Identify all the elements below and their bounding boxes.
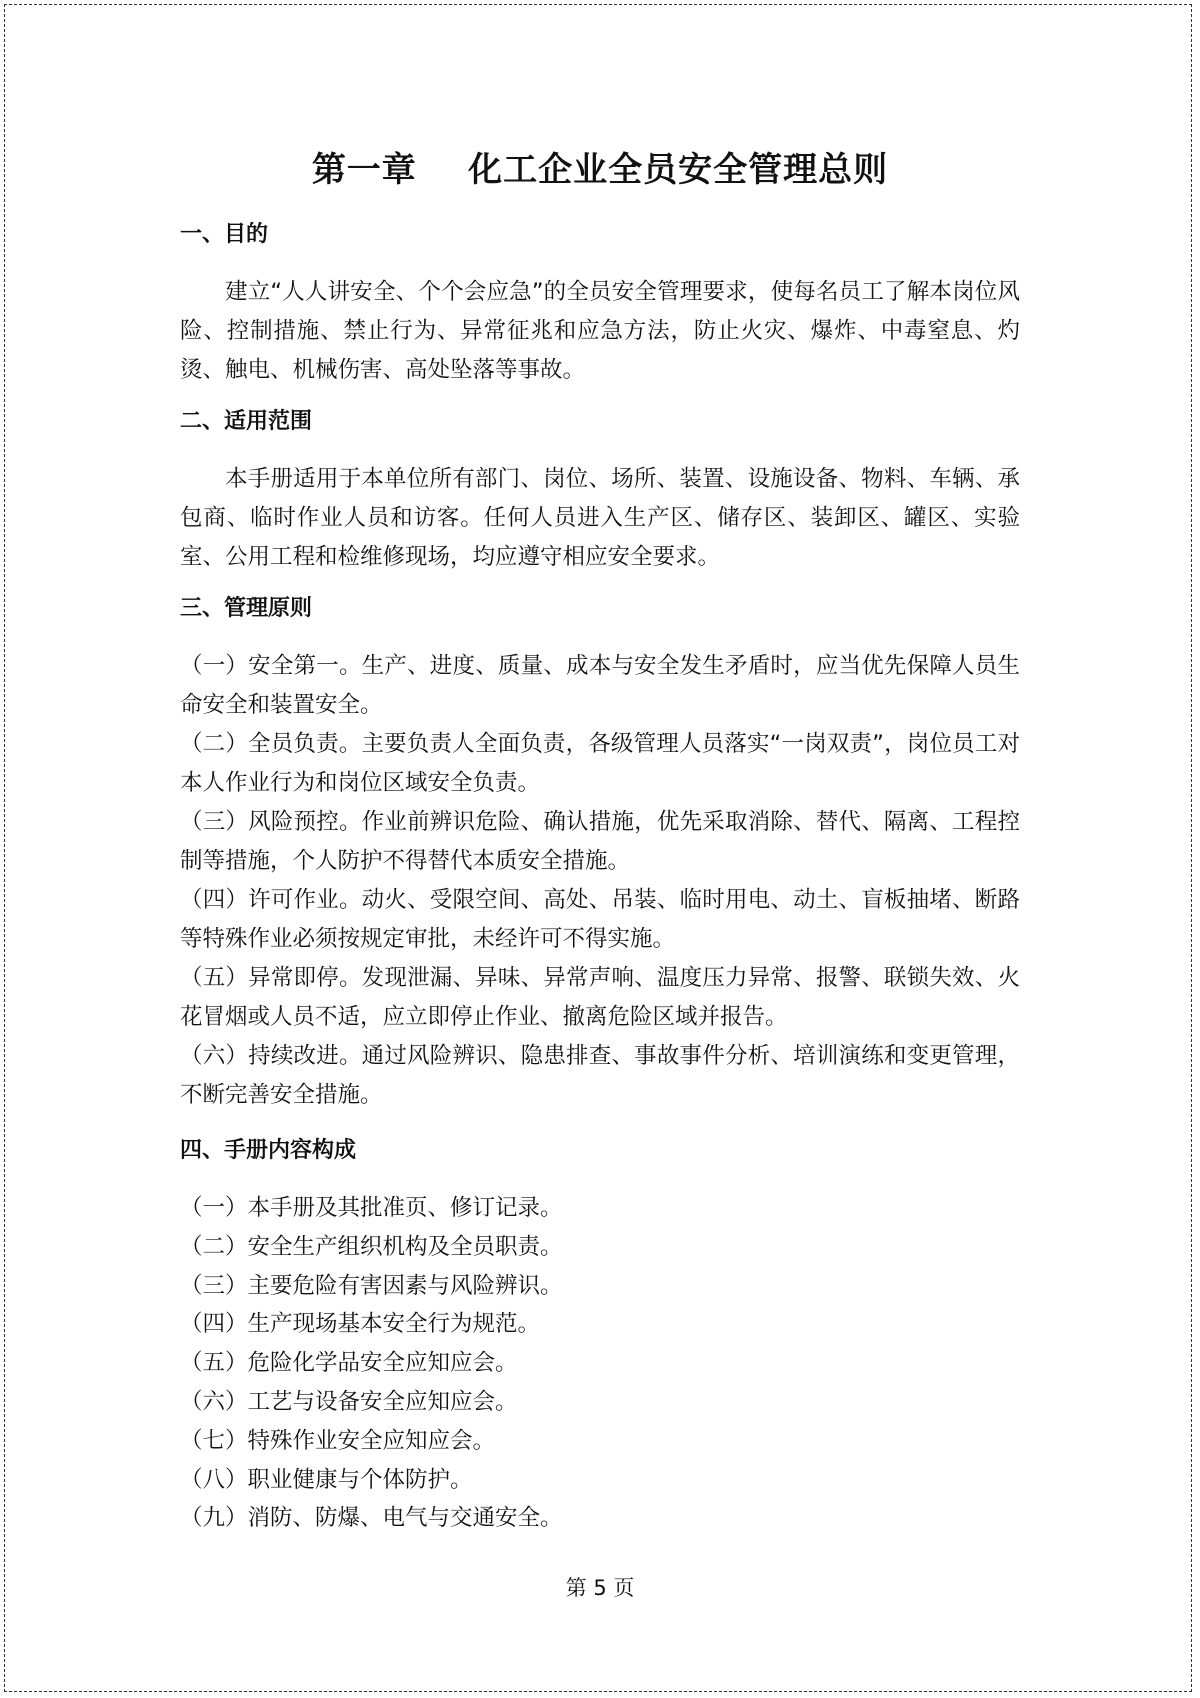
list-item [180, 881, 1020, 959]
item-number: （二） [180, 1233, 248, 1260]
item-number: （二） [180, 731, 249, 757]
item-text: 风险预控。作业前辨识危险、确认措施，优先采取消除、替代、隔离、工程控制等措施，个人防护不得替代本质安全措施。 [180, 809, 1020, 874]
item-text: 安全第一。生产、进度、质量、成本与安全发生矛盾时，应当优先保障人员生命安全和装置安全。 [180, 653, 1020, 718]
list-item [180, 1267, 1020, 1306]
list-item [180, 1461, 1020, 1500]
list-item [180, 1422, 1020, 1461]
list-item [180, 803, 1020, 881]
chapter-title: 第一章 化工企业全员安全管理总则 [311, 150, 889, 190]
item-text: 工艺与设备安全应知应会。 [247, 1388, 518, 1415]
item-number: （五） [180, 1350, 248, 1377]
section-heading-scope: 二、适用范围 [180, 409, 313, 434]
list-item [180, 1037, 1020, 1115]
list-item [180, 1499, 1020, 1538]
list-item [180, 1383, 1020, 1422]
item-text: 异常即停。发现泄漏、异味、异常声响、温度压力异常、报警、联锁失效、火花冒烟或人员不适，应立即停止作业、撤离危险区域并报告。 [180, 965, 1020, 1030]
contents-list [180, 1189, 1020, 1538]
item-number: （九） [180, 1505, 248, 1532]
document-body [180, 130, 1020, 1560]
item-text: 特殊作业安全应知应会。 [247, 1427, 496, 1454]
item-text: 安全生产组织机构及全员职责。 [247, 1233, 563, 1260]
item-text: 危险化学品安全应知应会。 [247, 1350, 518, 1377]
section-heading-principles: 三、管理原则 [180, 596, 313, 621]
list-item [180, 1228, 1020, 1267]
section-heading-contents: 四、手册内容构成 [180, 1138, 357, 1163]
item-text: 本手册及其批准页、修订记录。 [247, 1195, 563, 1221]
item-number: （三） [180, 809, 249, 835]
purpose-paragraph: 建立“人人讲安全、个个会应急”的全员安全管理要求，使每名员工了解本岗位风险、控制措施、禁止行为、异常征兆和应急方法，防止火灾、爆炸、中毒窒息、灼烫、触电、机械伤害、高处坠落等事故。 [180, 279, 1020, 383]
list-item [180, 1305, 1020, 1344]
list-item [180, 725, 1020, 803]
item-text: 全员负责。主要负责人全面负责，各级管理人员落实“一岗双责”，岗位员工对本人作业行为和岗位区域安全负责。 [180, 731, 1020, 796]
list-item [180, 647, 1020, 725]
item-number: （四） [180, 887, 249, 913]
item-text: 持续改进。通过风险辨识、隐患排查、事故事件分析、培训演练和变更管理，不断完善安全措施。 [180, 1043, 1020, 1108]
item-text: 许可作业。动火、受限空间、高处、吊装、临时用电、动土、盲板抽堵、断路等特殊作业必须按规定审批，未经许可不得实施。 [180, 887, 1020, 952]
page-number: 第 5 页 [565, 1576, 635, 1600]
item-text: 主要危险有害因素与风险辨识。 [247, 1272, 563, 1299]
item-number: （七） [180, 1427, 248, 1454]
section-heading-purpose: 一、目的 [180, 222, 269, 247]
item-number: （八） [180, 1466, 248, 1493]
item-text: 生产现场基本安全行为规范。 [247, 1311, 541, 1338]
list-item [180, 959, 1020, 1037]
item-number: （六） [180, 1388, 248, 1415]
item-number: （三） [180, 1272, 248, 1299]
list-item [180, 1189, 1020, 1228]
item-number: （四） [180, 1311, 248, 1338]
principles-list [180, 647, 1020, 1115]
item-number: （六） [180, 1043, 249, 1069]
item-number: （一） [180, 1195, 248, 1221]
item-text: 消防、防爆、电气与交通安全。 [247, 1505, 563, 1532]
scope-paragraph: 本手册适用于本单位所有部门、岗位、场所、装置、设施设备、物料、车辆、承包商、临时作业人员和访客。任何人员进入生产区、储存区、装卸区、罐区、实验室、公用工程和检维修现场，均应遵守相应安全要求。 [180, 466, 1020, 570]
item-number: （一） [180, 653, 249, 679]
item-number: （五） [180, 965, 249, 991]
list-item [180, 1344, 1020, 1383]
item-text: 职业健康与个体防护。 [247, 1466, 473, 1493]
